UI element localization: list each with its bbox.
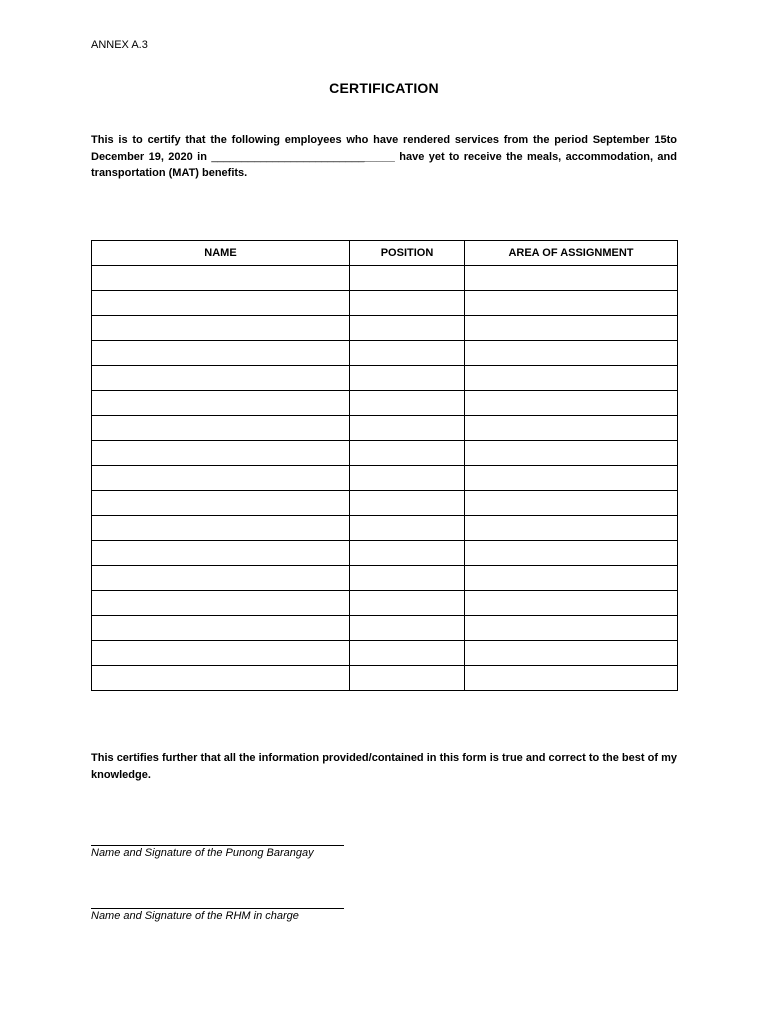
table-row [92, 516, 678, 541]
area-cell[interactable] [465, 641, 678, 666]
employee-table-container [91, 240, 678, 691]
position-cell[interactable] [350, 391, 465, 416]
table-row [92, 291, 678, 316]
signature-label-punong-barangay: Name and Signature of the Punong Barangay [91, 847, 314, 859]
position-cell[interactable] [350, 441, 465, 466]
area-cell[interactable] [465, 566, 678, 591]
column-header-name: NAME [92, 241, 350, 266]
area-cell[interactable] [465, 316, 678, 341]
signature-line-punong-barangay[interactable] [91, 845, 344, 846]
further-certification-text: This certifies further that all the information provided/contained in this form is true and correct to the best of my knowledge. [91, 752, 677, 781]
name-cell[interactable] [92, 441, 350, 466]
table-row [92, 641, 678, 666]
table-body [92, 266, 678, 691]
area-cell[interactable] [465, 591, 678, 616]
position-cell[interactable] [350, 366, 465, 391]
table-row [92, 416, 678, 441]
position-cell[interactable] [350, 266, 465, 291]
area-cell[interactable] [465, 666, 678, 691]
page-title: CERTIFICATION [329, 80, 439, 96]
position-cell[interactable] [350, 666, 465, 691]
name-cell[interactable] [92, 466, 350, 491]
name-cell[interactable] [92, 491, 350, 516]
location-blank[interactable]: _________________________ [211, 150, 365, 163]
annex-label: ANNEX A.3 [91, 39, 148, 51]
area-cell[interactable] [465, 366, 678, 391]
table-row [92, 266, 678, 291]
position-cell[interactable] [350, 341, 465, 366]
table-row [92, 316, 678, 341]
area-cell[interactable] [465, 491, 678, 516]
table-row [92, 566, 678, 591]
name-cell[interactable] [92, 391, 350, 416]
area-cell[interactable] [465, 441, 678, 466]
table-row [92, 341, 678, 366]
name-cell[interactable] [92, 641, 350, 666]
area-cell[interactable] [465, 391, 678, 416]
name-cell[interactable] [92, 516, 350, 541]
name-cell[interactable] [92, 366, 350, 391]
area-cell[interactable] [465, 291, 678, 316]
table-row [92, 591, 678, 616]
position-cell[interactable] [350, 641, 465, 666]
area-cell[interactable] [465, 616, 678, 641]
table-row [92, 491, 678, 516]
position-cell[interactable] [350, 566, 465, 591]
name-cell[interactable] [92, 541, 350, 566]
area-cell[interactable] [465, 416, 678, 441]
intro-text-part2: _____ have yet to receive the meals, accommodation, and transportation (MAT) benefits. [91, 150, 677, 179]
name-cell[interactable] [92, 291, 350, 316]
name-cell[interactable] [92, 416, 350, 441]
column-header-position: POSITION [350, 241, 465, 266]
employee-table [91, 240, 678, 691]
name-cell[interactable] [92, 666, 350, 691]
signature-line-rhm[interactable] [91, 908, 344, 909]
area-cell[interactable] [465, 541, 678, 566]
position-cell[interactable] [350, 491, 465, 516]
name-cell[interactable] [92, 266, 350, 291]
name-cell[interactable] [92, 316, 350, 341]
name-cell[interactable] [92, 616, 350, 641]
table-row [92, 391, 678, 416]
position-cell[interactable] [350, 591, 465, 616]
table-header-row [92, 241, 678, 266]
table-row [92, 666, 678, 691]
intro-paragraph [91, 132, 677, 182]
table-row [92, 616, 678, 641]
area-cell[interactable] [465, 341, 678, 366]
position-cell[interactable] [350, 291, 465, 316]
name-cell[interactable] [92, 566, 350, 591]
position-cell[interactable] [350, 466, 465, 491]
position-cell[interactable] [350, 541, 465, 566]
name-cell[interactable] [92, 341, 350, 366]
table-row [92, 441, 678, 466]
position-cell[interactable] [350, 416, 465, 441]
position-cell[interactable] [350, 616, 465, 641]
area-cell[interactable] [465, 466, 678, 491]
table-row [92, 366, 678, 391]
column-header-area: AREA OF ASSIGNMENT [465, 241, 678, 266]
intro-text-part1: This is to certify that the following employees who have rendered services from the period September 15to December 19, 2020 in [91, 134, 677, 163]
area-cell[interactable] [465, 266, 678, 291]
position-cell[interactable] [350, 516, 465, 541]
position-cell[interactable] [350, 316, 465, 341]
area-cell[interactable] [465, 516, 678, 541]
signature-label-rhm: Name and Signature of the RHM in charge [91, 910, 299, 922]
table-row [92, 541, 678, 566]
table-row [92, 466, 678, 491]
name-cell[interactable] [92, 591, 350, 616]
